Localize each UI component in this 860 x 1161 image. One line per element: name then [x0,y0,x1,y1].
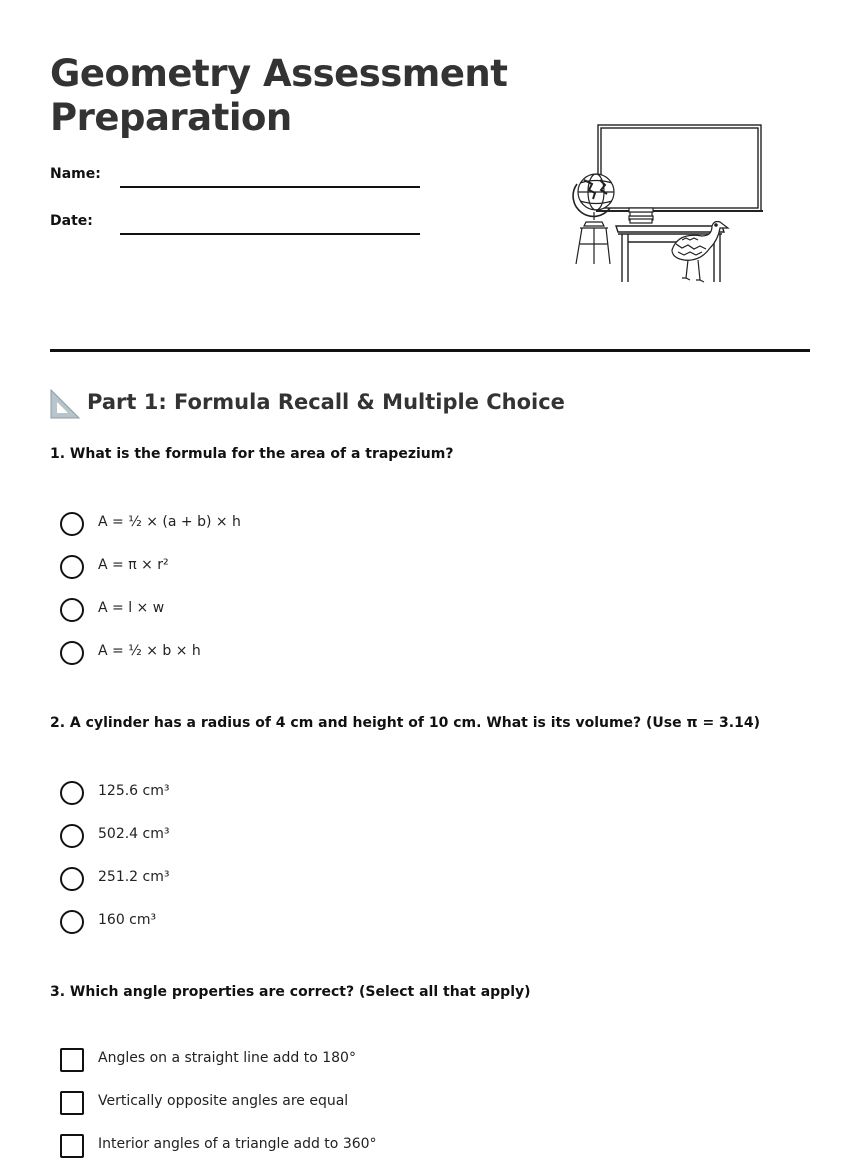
q2-option-3[interactable] [60,867,560,893]
blackboard-icon [596,125,763,211]
radio-button[interactable] [60,641,84,665]
globe-icon [573,174,614,264]
radio-button[interactable] [60,598,84,622]
checkbox[interactable] [60,1091,84,1115]
option-label: 502.4 cm³ [98,826,170,842]
checkbox[interactable] [60,1134,84,1158]
question-2-text: 2. A cylinder has a radius of 4 cm and height of 10 cm. What is its volume? (Use π = 3.14) [50,715,760,731]
q1-option-4[interactable] [60,641,560,667]
books-icon [629,208,653,223]
classroom-illustration [572,122,767,287]
option-label: A = π × r² [98,557,169,573]
checkbox[interactable] [60,1048,84,1072]
option-label: A = l × w [98,600,165,616]
radio-button[interactable] [60,824,84,848]
q2-option-1[interactable] [60,781,560,807]
q3-option-1[interactable] [60,1048,560,1074]
option-label: A = ½ × (a + b) × h [98,514,241,530]
name-input-line[interactable] [120,186,420,188]
option-label: 125.6 cm³ [98,783,170,799]
radio-button[interactable] [60,867,84,891]
radio-button[interactable] [60,555,84,579]
radio-button[interactable] [60,781,84,805]
option-label: Interior angles of a triangle add to 360° [98,1136,377,1152]
question-1-text: 1. What is the formula for the area of a trapezium? [50,446,454,462]
q1-option-3[interactable] [60,598,560,624]
question-3-text: 3. Which angle properties are correct? (Select all that apply) [50,984,531,1000]
worksheet-title [50,52,507,140]
q2-option-2[interactable] [60,824,560,850]
radio-button[interactable] [60,910,84,934]
radio-button[interactable] [60,512,84,536]
option-label: Angles on a straight line add to 180° [98,1050,356,1066]
name-label: Name: [50,166,101,182]
q2-option-4[interactable] [60,910,560,936]
part1-title: Part 1: Formula Recall & Multiple Choice [87,390,565,414]
date-input-line[interactable] [120,233,420,235]
option-label: 251.2 cm³ [98,869,170,885]
name-field[interactable] [50,166,420,194]
part1-heading [50,388,750,422]
date-label: Date: [50,213,93,229]
q3-option-3[interactable] [60,1134,560,1160]
title-line-2: Preparation [50,96,292,139]
date-field[interactable] [50,213,420,241]
q1-option-1[interactable] [60,512,560,538]
q3-option-2[interactable] [60,1091,560,1117]
option-label: A = ½ × b × h [98,643,201,659]
set-square-icon [50,388,80,420]
option-label: 160 cm³ [98,912,157,928]
title-line-1: Geometry Assessment [50,52,508,95]
option-label: Vertically opposite angles are equal [98,1093,349,1109]
q1-option-2[interactable] [60,555,560,581]
section-divider [50,349,810,352]
